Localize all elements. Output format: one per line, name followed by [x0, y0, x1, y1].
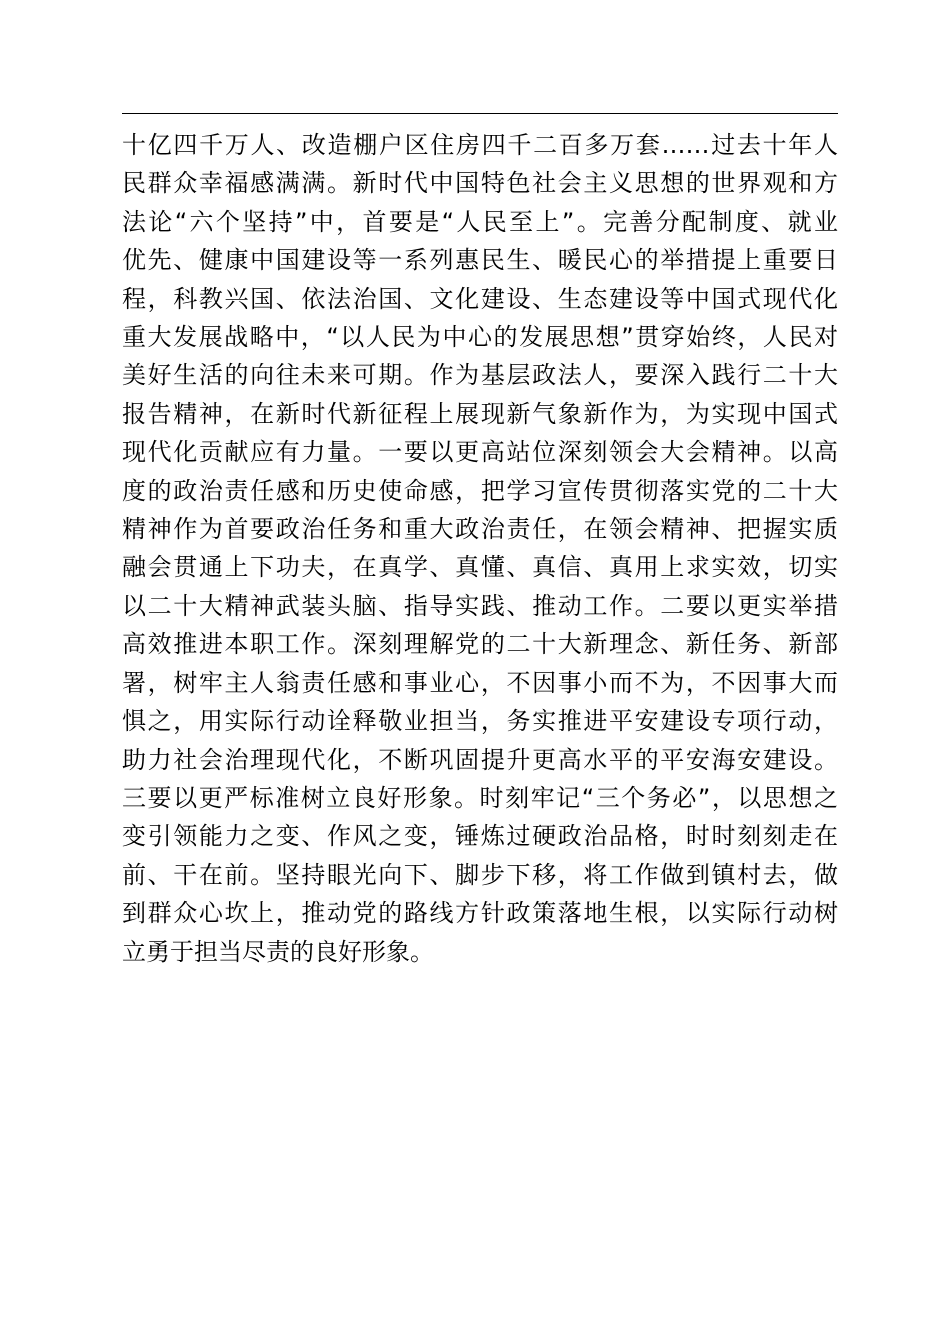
- paragraph-line: 到群众心坎上，推动党的路线方针政策落地生根，以实际行动树: [122, 899, 838, 928]
- paragraph-line: 三要以更严标准树立良好形象。时刻牢记“三个务必”，以思想之: [122, 783, 838, 812]
- paragraph-line: 度的政治责任感和历史使命感，把学习宣传贯彻落实党的二十大: [122, 476, 838, 505]
- paragraph-line: 精神作为首要政治任务和重大政治责任，在领会精神、把握实质: [122, 515, 838, 544]
- paragraph-line: 现代化贡献应有力量。一要以更高站位深刻领会大会精神。以高: [122, 438, 838, 467]
- paragraph-line: 优先、健康中国建设等一系列惠民生、暖民心的举措提上重要日: [122, 246, 838, 275]
- paragraph-line: 报告精神，在新时代新征程上展现新气象新作为，为实现中国式: [122, 399, 838, 428]
- paragraph-line: 十亿四千万人、改造棚户区住房四千二百多万套……过去十年人: [122, 131, 838, 159]
- paragraph-line: 署，树牢主人翁责任感和事业心，不因事小而不为，不因事大而: [122, 668, 838, 697]
- paragraph-line: 程，科教兴国、依法治国、文化建设、生态建设等中国式现代化: [122, 284, 838, 313]
- paragraph-line: 民群众幸福感满满。新时代中国特色社会主义思想的世界观和方: [122, 169, 838, 198]
- paragraph-line: 前、干在前。坚持眼光向下、脚步下移，将工作做到镇村去，做: [122, 860, 838, 889]
- paragraph-line: 重大发展战略中，“以人民为中心的发展思想”贯穿始终，人民对: [122, 323, 838, 352]
- body-paragraph: [122, 126, 838, 971]
- paragraph-line: 惧之，用实际行动诠释敬业担当，务实推进平安建设专项行动，: [122, 707, 838, 736]
- paragraph-line: 法论“六个坚持”中，首要是“人民至上”。完善分配制度、就业: [122, 207, 838, 236]
- paragraph-line: 助力社会治理现代化，不断巩固提升更高水平的平安海安建设。: [122, 745, 838, 774]
- paragraph-line: 以二十大精神武装头脑、指导实践、推动工作。二要以更实举措: [122, 591, 838, 620]
- paragraph-line: 变引领能力之变、作风之变，锤炼过硬政治品格，时时刻刻走在: [122, 822, 838, 851]
- paragraph-line: 美好生活的向往未来可期。作为基层政法人，要深入践行二十大: [122, 361, 838, 390]
- paragraph-line: 融会贯通上下功夫，在真学、真懂、真信、真用上求实效，切实: [122, 553, 838, 582]
- paragraph-line: 立勇于担当尽责的良好形象。: [122, 937, 434, 966]
- header-rule: [122, 113, 838, 114]
- paragraph-line: 高效推进本职工作。深刻理解党的二十大新理念、新任务、新部: [122, 630, 838, 659]
